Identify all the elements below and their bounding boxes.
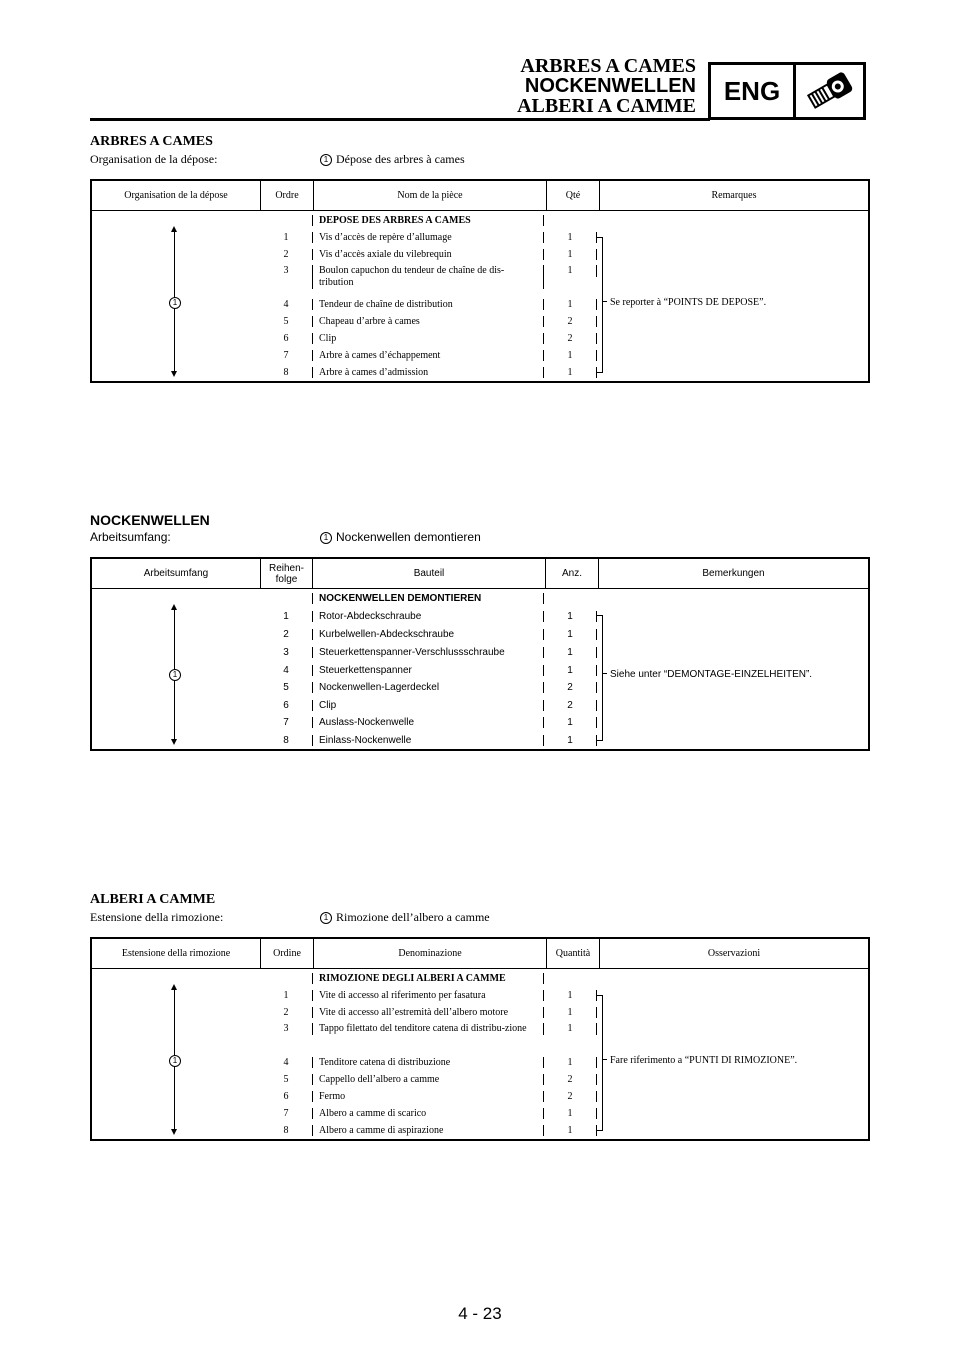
header-cell: Denominazione (314, 939, 547, 968)
group-title: DEPOSE DES ARBRES A CAMES (312, 215, 544, 226)
order-arrow-column (92, 211, 260, 381)
table-row: 2 Kurbelwellen-Abdeckschraube 1 (260, 625, 597, 643)
subtitle-label: Estensione della rimozione: (90, 910, 224, 924)
order-arrow-column (92, 589, 260, 749)
circle-marker: 1 (320, 154, 332, 166)
table-row: 1 Vite di accesso al riferimento per fasatura 1 (260, 987, 597, 1004)
table-row (260, 969, 597, 987)
parts-table (90, 937, 870, 1141)
table-row: 6 Clip 2 (260, 330, 597, 347)
remarks-column (597, 589, 868, 749)
header-cell: Remarques (711, 190, 757, 201)
table-body (92, 589, 868, 749)
section-title: ALBERI A CAMME (90, 892, 216, 907)
header-cell: Nom de la pièce (314, 181, 547, 210)
section-subtitle (90, 151, 870, 167)
header-cell: Bauteil (313, 559, 546, 588)
table-body (92, 211, 868, 381)
section-nockenwellen (90, 512, 870, 751)
header-title-fr: ARBRES A CAMES (520, 55, 696, 77)
table-row: 8 Albero a camme di aspirazione 1 (260, 1122, 597, 1139)
subtitle-label: Arbeitsumfang: (90, 530, 171, 544)
header-title-de: NOCKENWELLEN (524, 75, 696, 97)
engine-icon (796, 65, 863, 117)
circle-marker: 1 (320, 912, 332, 924)
table-row: 4 Steuerkettenspanner 1 (260, 661, 597, 679)
section-title: ARBRES A CAMES (90, 134, 213, 149)
subtitle-text: 1 Nockenwellen demontieren (320, 529, 481, 545)
table-row: 3 Steuerkettenspanner-Verschlussschraube 1 (260, 643, 597, 661)
table-row: 7 Albero a camme di scarico 1 (260, 1105, 597, 1122)
section-subtitle (90, 529, 870, 545)
group-title: NOCKENWELLEN DEMONTIEREN (312, 593, 544, 604)
table-row: 1 Vis d’accès de repère d’allumage 1 (260, 229, 597, 246)
subtitle-label: Organisation de la dépose: (90, 152, 218, 166)
table-row: 8 Arbre à cames d’admission 1 (260, 364, 597, 381)
table-row: 5 Chapeau d’arbre à cames 2 (260, 313, 597, 330)
table-rows (260, 969, 597, 1139)
header-cell: Ordre (261, 181, 314, 210)
table-row: 4 Tendeur de chaîne de distribution 1 (260, 295, 597, 313)
header-cell: Qté (547, 181, 600, 210)
parts-table (90, 179, 870, 383)
section-subtitle (90, 909, 870, 925)
section-arbres-a-cames (90, 134, 870, 383)
header-cell: Bemerkungen (702, 568, 765, 579)
table-row: 8 Einlass-Nockenwelle 1 (260, 731, 597, 749)
section-badge (708, 62, 866, 120)
header-cell: Ordine (261, 939, 314, 968)
order-arrow-column (92, 969, 260, 1139)
remark-text: Fare riferimento a “PUNTI DI RIMOZIONE”. (603, 1055, 797, 1066)
table-row: 4 Tenditore catena di distribuzione 1 (260, 1053, 597, 1071)
header-cell: Estensione della rimozione (92, 939, 261, 968)
subtitle-text: 1 Dépose des arbres à cames (320, 151, 465, 167)
arrow-down-icon (171, 739, 177, 745)
header-rule (90, 118, 710, 121)
badge-label: ENG (711, 65, 796, 117)
section-alberi-a-camme (90, 892, 870, 1141)
section-title: NOCKENWELLEN (90, 512, 210, 528)
table-header (92, 181, 868, 211)
remark-text: Se reporter à “POINTS DE DEPOSE”. (603, 297, 766, 308)
table-rows (260, 589, 597, 749)
table-row: 2 Vis d’accès axiale du vilebrequin 1 (260, 246, 597, 263)
table-row: 1 Rotor-Abdeckschraube 1 (260, 607, 597, 625)
table-header (92, 939, 868, 969)
circle-marker: 1 (169, 297, 181, 309)
circle-marker: 1 (169, 1055, 181, 1067)
header-cell: Osservazioni (707, 948, 761, 959)
table-row: 3 Tappo filettato del tenditore catena di distribu-zione 1 (260, 1021, 597, 1053)
page-number: 4 - 23 (458, 1304, 502, 1323)
arrow-down-icon (171, 371, 177, 377)
circle-marker: 1 (320, 532, 332, 544)
table-row (260, 589, 597, 607)
header-titles (517, 56, 696, 116)
table-row: 6 Fermo 2 (260, 1088, 597, 1105)
remark-text: Siehe unter “DEMONTAGE-EINZELHEITEN”. (603, 669, 812, 680)
circle-marker: 1 (169, 669, 181, 681)
header-cell: Reihen-folge (261, 559, 313, 588)
subtitle-text: 1 Rimozione dell’albero a camme (320, 909, 490, 925)
table-row: 7 Auslass-Nockenwelle 1 (260, 714, 597, 731)
table-row: 5 Cappello dell’albero a camme 2 (260, 1071, 597, 1088)
header-title-it: ALBERI A CAMME (517, 95, 696, 117)
header-cell: Organisation de la dépose (92, 181, 261, 210)
header-cell: Quantità (547, 939, 600, 968)
group-title: RIMOZIONE DEGLI ALBERI A CAMME (312, 973, 544, 984)
table-rows (260, 211, 597, 381)
table-header (92, 559, 868, 589)
header-cell: Arbeitsumfang (92, 559, 261, 588)
table-row: 3 Boulon capuchon du tendeur de chaîne de dis-tribution 1 (260, 263, 597, 295)
table-body (92, 969, 868, 1139)
parts-table (90, 557, 870, 751)
header-cell: Anz. (546, 559, 599, 588)
table-row: 2 Vite di accesso all’estremità dell’albero motore 1 (260, 1004, 597, 1021)
table-row: 5 Nockenwellen-Lagerdeckel 2 (260, 679, 597, 696)
arrow-down-icon (171, 1129, 177, 1135)
remarks-column (597, 211, 868, 381)
table-row: 7 Arbre à cames d’échappement 1 (260, 347, 597, 364)
table-row: 6 Clip 2 (260, 696, 597, 714)
table-row (260, 211, 597, 229)
remarks-column (597, 969, 868, 1139)
